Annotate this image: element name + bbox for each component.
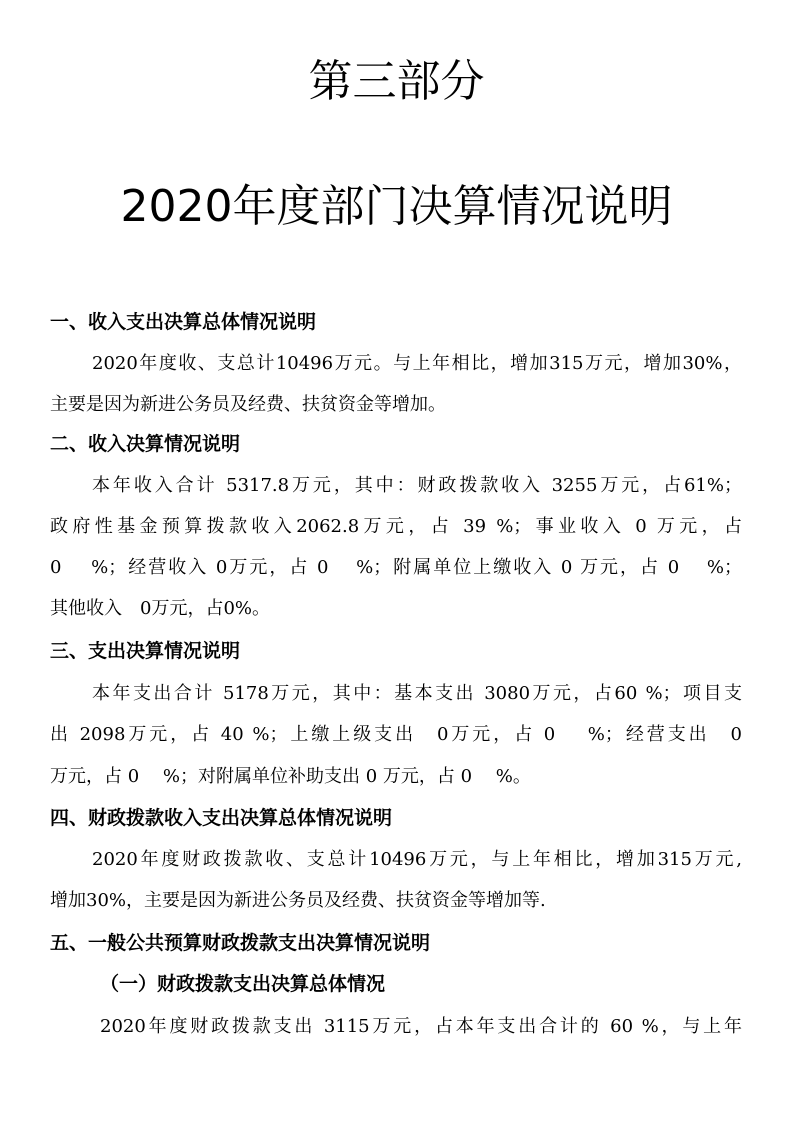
paragraph-line: 出 2098万元，占 40 %；上缴上级支出 0万元，占 0 %；经营支出 0 xyxy=(50,724,742,745)
section-heading-expenditure: 三、支出决算情况说明 xyxy=(50,640,241,662)
section-heading-income: 二、收入决算情况说明 xyxy=(50,433,241,455)
paragraph-line: 万元，占 0 %；对附属单位补助支出 0 万元，占 0 %。 xyxy=(50,766,531,787)
paragraph-line: 本年支出合计 5178万元，其中：基本支出 3080万元，占60 %；项目支 xyxy=(92,683,742,704)
subsection-heading-fiscal-expenditure-overview: （一）财政拨款支出决算总体情况 xyxy=(100,973,386,995)
paragraph-line: 0 %；经营收入 0万元，占 0 %；附属单位上缴收入 0 万元，占 0 %； xyxy=(50,557,742,578)
paragraph-line: 主要是因为新进公务员及经费、扶贫资金等增加。 xyxy=(50,394,446,415)
paragraph-line: 政府性基金预算拨款收入2062.8万元，占 39 %；事业收入 0 万元，占 xyxy=(50,516,742,537)
section-heading-fiscal-allocation-overview: 四、财政拨款收入支出决算总体情况说明 xyxy=(50,807,393,829)
paragraph-line: 增加30%，主要是因为新进公务员及经费、扶贫资金等增加等. xyxy=(50,890,546,911)
paragraph-line: 2020年度财政拨款收、支总计10496万元，与上年相比，增加315万元, xyxy=(92,849,742,870)
paragraph-line: 2020年度财政拨款支出 3115万元，占本年支出合计的 60 %，与上年 xyxy=(100,1016,742,1037)
section-heading-general-public-budget: 五、一般公共预算财政拨款支出决算情况说明 xyxy=(50,932,431,954)
section-heading-income-expenditure-overview: 一、收入支出决算总体情况说明 xyxy=(50,311,317,333)
paragraph-line: 其他收入 0万元，占0%。 xyxy=(50,598,271,619)
paragraph-line: 2020年度收、支总计10496万元。与上年相比，增加315万元，增加30%， xyxy=(92,353,742,374)
document-title: 2020年度部门决算情况说明 xyxy=(120,181,673,232)
paragraph-line: 本年收入合计 5317.8万元，其中：财政拨款收入 3255万元，占61%； xyxy=(92,475,742,496)
part-title: 第三部分 xyxy=(308,56,485,107)
